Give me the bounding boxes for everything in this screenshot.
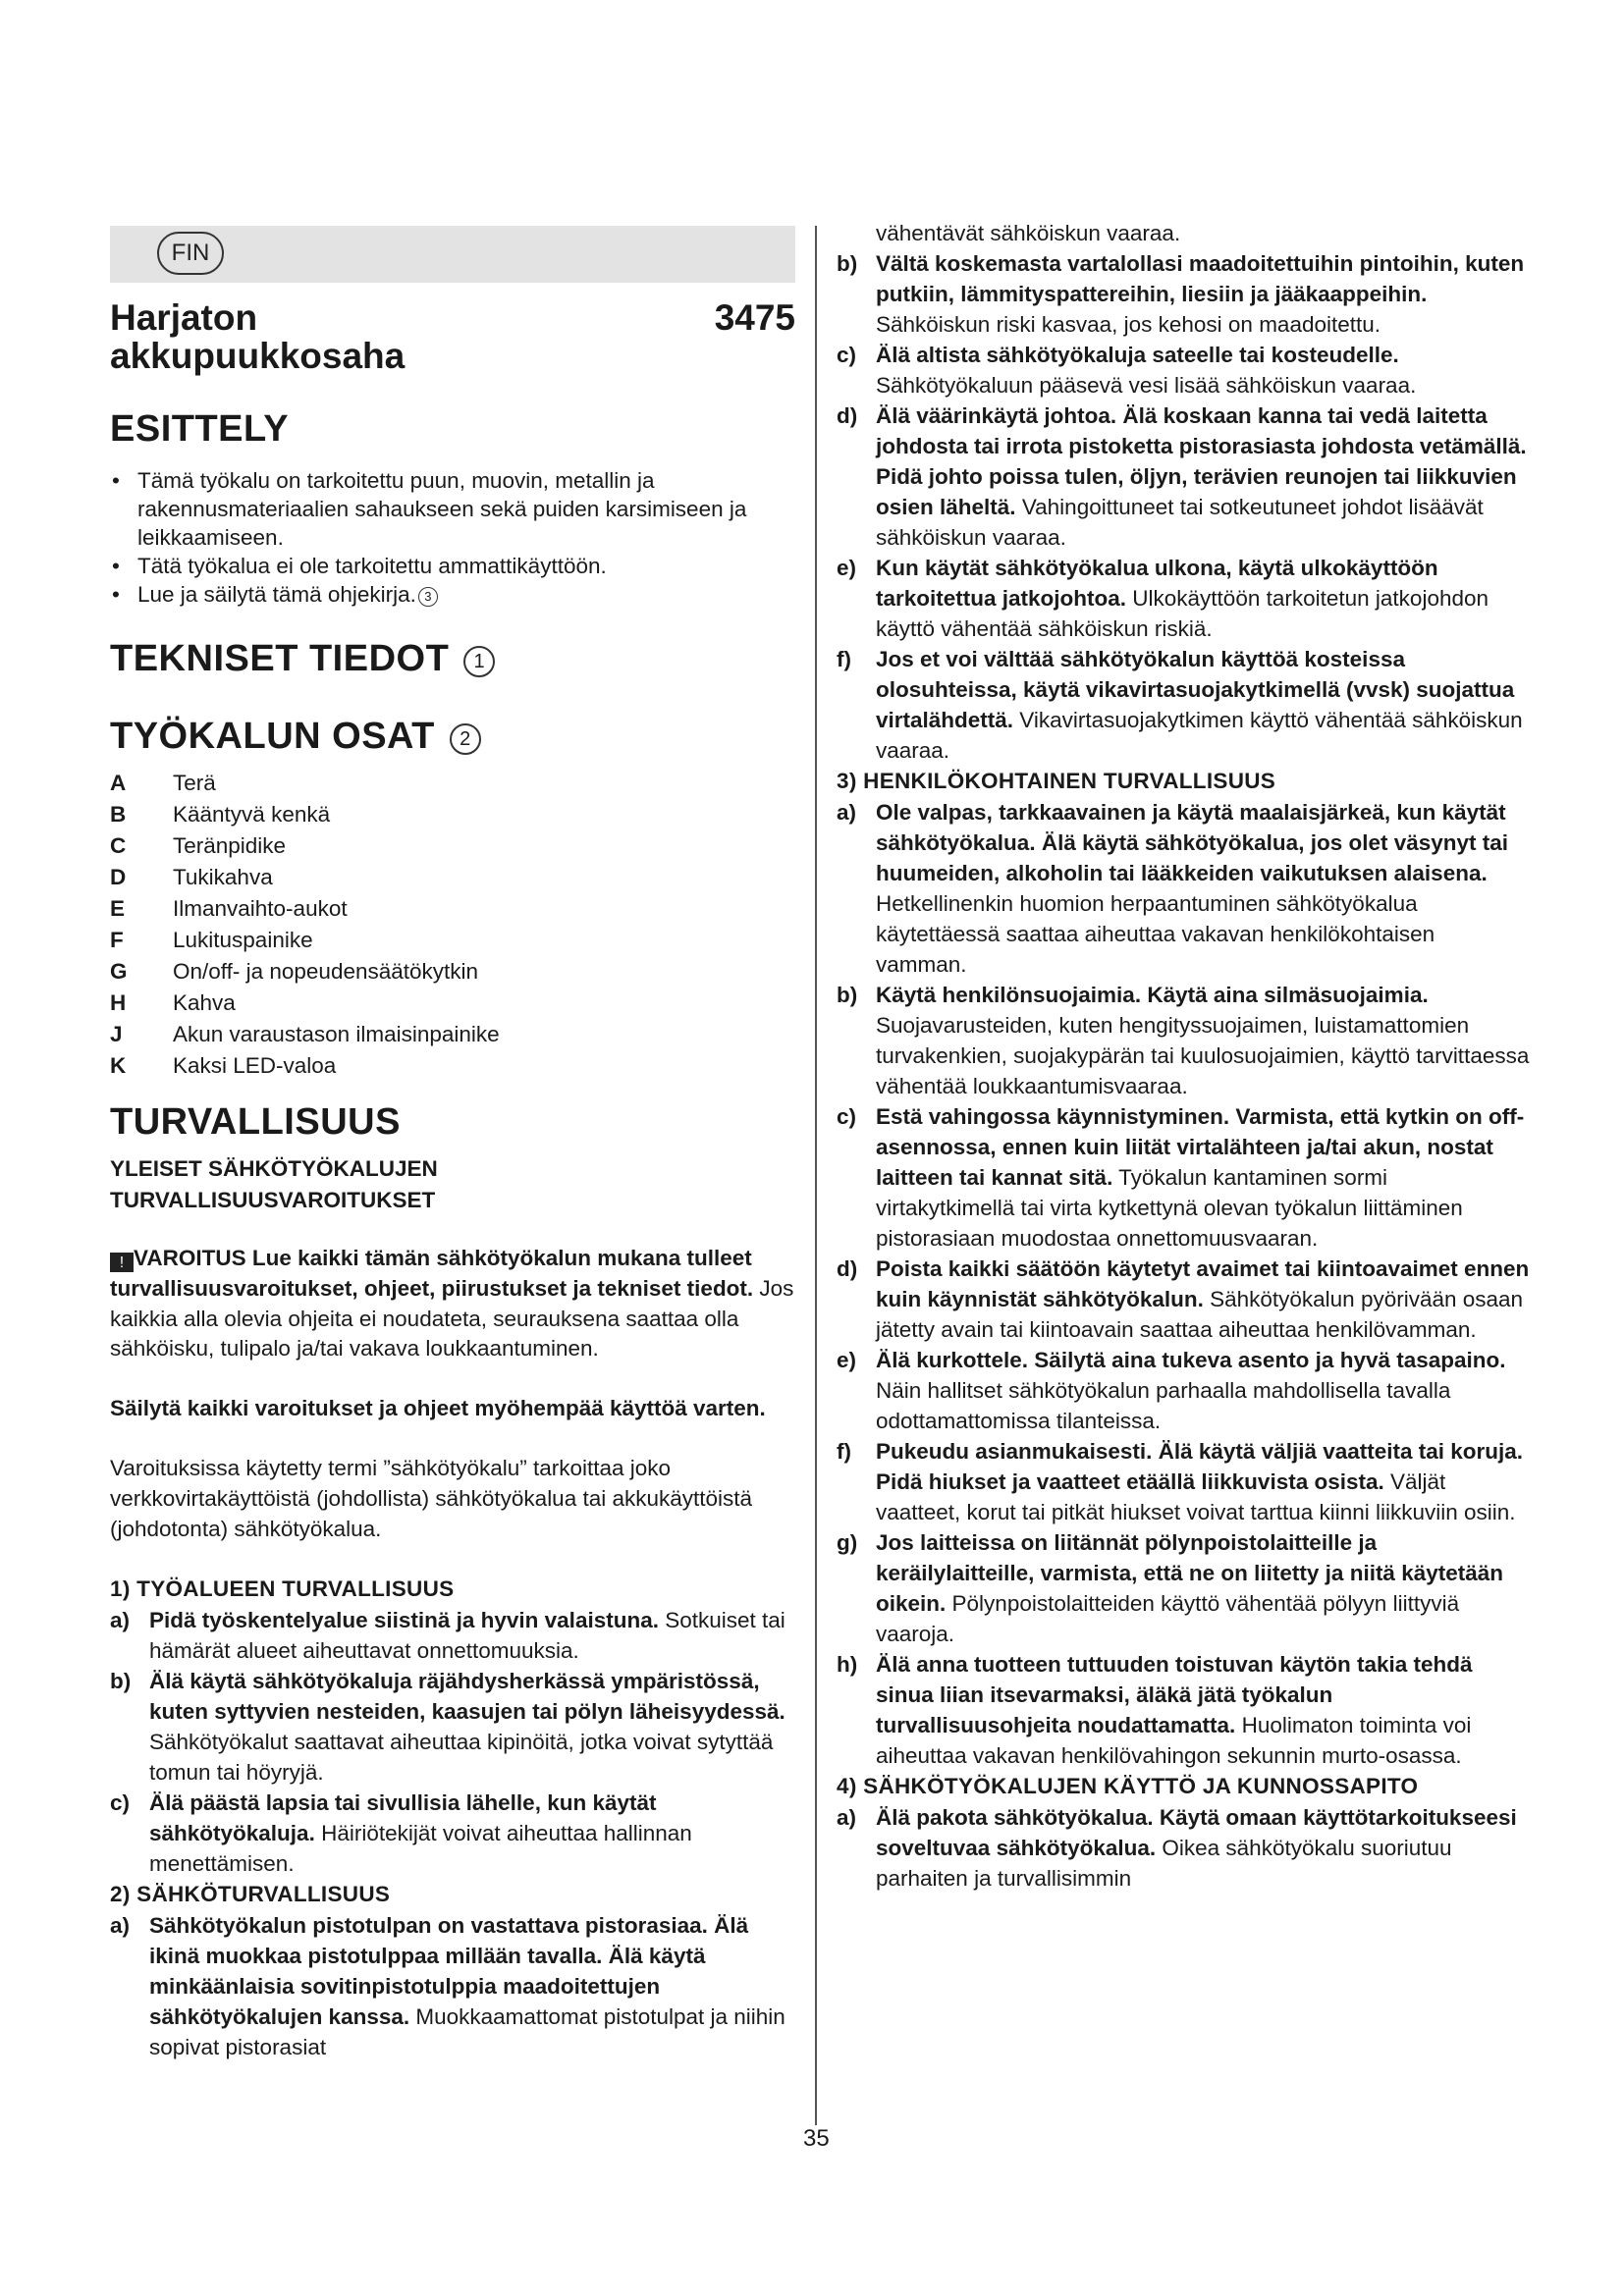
section-1-heading: 1) TYÖALUEEN TURVALLISUUS [110,1576,455,1602]
list-item: b) Käytä henkilönsuojaimia. Käytä aina silmäsuojaimia. Suojavarusteiden, kuten hengityssuojaimen, luistamattomien turvakenkien, suojakypärän tai kuulosuojaimien, käyttö tarvittaessa vähentää loukkaantumisvaaraa. [837,983,1530,1098]
left-column [110,226,795,2062]
list-item: a) Sähkötyökalun pistotulpan on vastattava pistorasiaa. Älä ikinä muokkaa pistotulppaa millään tavalla. Älä käytä minkäänlaisia sovitinpistotulppia maadoitettujen sähkötyökalujen kanssa. Muokkaamattomat pistotulpat ja niihin sopivat pistorasiat [110,1913,785,2060]
parts-list [110,768,795,1082]
list-item: A Terä [110,771,216,795]
list-item: c) Älä altista sähkötyökaluja sateelle tai kosteudelle. Sähkötyökaluun pääsevä vesi lisää sähköiskun vaaraa. [837,343,1417,398]
section-3-heading: 3) HENKILÖKOHTAINEN TURVALLISUUS [837,769,1276,793]
section-2-left [110,1879,795,2062]
list-item: G On/off- ja nopeudensäätökytkin [110,959,479,984]
list-item: c) Älä päästä lapsia tai sivullisia lähelle, kun käytät sähkötyökaluja. Häiriötekijät voivat aiheuttaa hallinnan menettämisen. [110,1790,692,1877]
list-item: E Ilmanvaihto-aukot [110,896,348,921]
list-item: a) Ole valpas, tarkkaavainen ja käytä maalaisjärkeä, kun käytät sähkötyökalua. Älä käytä sähkötyökalua, jos olet väsynyt tai huumeiden, alkoholin tai lääkkeiden vaikutuksen alaisena. Hetkellinenkin huomion herpaantuminen sähkötyökalua käytettäessä saattaa aiheuttaa vakavan henkilökohtaisen vamman. [837,800,1509,977]
list-item: c) Estä vahingossa käynnistyminen. Varmista, että kytkin on off-asennossa, ennen kuin liität virtalähteen ja/tai akun, nostat laitteen tai kannat sitä. Työkalun kantaminen sormi virtakytkimellä tai virta kytkettynä olevan työkalun liittäminen pistorasiaan muodostaa onnettomuusvaaran. [837,1104,1525,1251]
section-2-heading: 2) SÄHKÖTURVALLISUUS [110,1882,391,1907]
tech-heading: TEKNISET TIEDOT 1 [110,638,795,680]
safety-subheading-1: YLEISET SÄHKÖTYÖKALUJEN [110,1156,438,1181]
list-item: D Tukikahva [110,865,273,889]
intro-bullet-2: • Tätä työkalua ei ole tarkoitettu ammattikäyttöön. [110,552,795,580]
keep-instructions: Säilytä kaikki varoitukset ja ohjeet myöhempää käyttöä varten. [110,1396,766,1421]
parts-heading: TYÖKALUN OSAT 2 [110,716,795,758]
list-item: a) Pidä työskentelyalue siistinä ja hyvin valaistuna. Sotkuiset tai hämärät alueet aiheuttavat onnettomuuksia. [110,1608,785,1664]
list-item: F Lukituspainike [110,928,313,952]
warning-paragraph: ! VAROITUS Lue kaikki tämän sähkötyökalun mukana tulleet turvallisuusvaroitukset, ohjeet, piirustukset ja tekniset tiedot. Jos kaikkia alla olevia ohjeita ei noudateta, seurauksena saattaa olla sähköisku, tulipalo ja/tai vakava loukkaantuminen. [110,1246,794,1362]
list-item: C Teränpidike [110,833,287,858]
product-header [110,298,795,375]
list-item: J Akun varaustason ilmaisinpainike [110,1022,500,1046]
safety-heading: TURVALLISUUS [110,1101,401,1143]
language-badge: FIN [157,232,224,275]
list-item: B Kääntyvä kenkä [110,802,331,827]
list-item: a) Älä pakota sähkötyökalua. Käytä omaan käyttötarkoitukseesi soveltuvaa sähkötyökalua. Oikea sähkötyökalu suoriutuu parhaiten ja turvallisimmin [837,1805,1517,1891]
column-divider [815,226,817,2125]
right-column [837,218,1530,1894]
list-item: g) Jos laitteissa on liitännät pölynpoistolaitteille ja keräilylaitteille, varmista, että ne on liitetty ja niitä käytetään oikein. Pölynpoistolaitteiden käyttö vähentää pölyyn liittyviä vaaroja. [837,1530,1504,1646]
list-item: e) Kun käytät sähkötyökalua ulkona, käytä ulkokäyttöön tarkoitettua jatkojohtoa. Ulkokäyttöön tarkoitetun jatkojohdon käyttö vähentää sähköiskun riskiä. [837,556,1489,641]
list-item: d) Poista kaikki säätöön käytetyt avaimet tai kiintoavaimet ennen kuin käynnistät sähkötyökalun. Sähkötyökalun pyörivään osaan jätetty avain tai kiintoavain saattaa aiheuttaa henkilövamman. [837,1256,1530,1342]
section-4-heading: 4) SÄHKÖTYÖKALUJEN KÄYTTÖ JA KUNNOSSAPITO [837,1774,1419,1798]
continued-text: vähentävät sähköiskun vaaraa. [876,221,1181,245]
page-number: 35 [803,2125,830,2152]
warning-icon: ! [110,1253,134,1272]
intro-bullets [110,466,795,609]
list-item: h) Älä anna tuotteen tuttuuden toistuvan käytön takia tehdä sinua liian itsevarmaksi, äläkä jätä työkalun turvallisuusohjeita noudattamatta. Huolimaton toiminta voi aiheuttaa vakavan henkilövahingon sekunnin murto-osassa. [837,1652,1473,1768]
term-definition: Varoituksissa käytetty termi ”sähkötyökalu” tarkoittaa joko verkkovirtakäyttöistä (johdollista) sähkötyökalua tai akkukäyttöistä (johdotonta) sähkötyökalua. [110,1455,753,1541]
language-bar [110,226,795,283]
figure-ref-badge: 3 [418,587,438,607]
figure-ref-badge: 1 [463,646,495,677]
list-item: H Kahva [110,990,236,1015]
product-code: 3475 [714,297,795,338]
list-item: b) Älä käytä sähkötyökaluja räjähdysherkässä ympäristössä, kuten syttyvien nesteiden, kaasujen tai pölyn läheisyydessä. Sähkötyökalut saattavat aiheuttaa kipinöitä, jotka voivat sytyttää tomun tai höyryjä. [110,1669,785,1786]
product-title-line1: Harjaton [110,297,258,338]
list-item: b) Vältä koskemasta vartalollasi maadoitettuihin pintoihin, kuten putkiin, lämmityspattereihin, liesiin ja jääkaappeihin. Sähköiskun riski kasvaa, jos kehosi on maadoitettu. [837,251,1525,337]
list-item: d) Älä väärinkäytä johtoa. Älä koskaan kanna tai vedä laitetta johdosta tai irrota pistoketta pistorasiasta johdosta vetämällä. Pidä johto poissa tulen, öljyn, terävien reunojen tai liikkuvien osien läheltä. Vahingoittuneet tai sotkeutuneet johdot lisäävät sähköiskun vaaraa. [837,403,1527,550]
intro-bullet-1: • Tämä työkalu on tarkoitettu puun, muovin, metallin ja rakennusmateriaalien sahaukseen sekä puiden karsimiseen ja leikkaamiseen. [110,466,795,552]
intro-bullet-3: • Lue ja säilytä tämä ohjekirja. 3 [110,580,795,609]
list-item: K Kaksi LED-valoa [110,1053,337,1078]
product-title-line2: akkupuukkosaha [110,336,406,376]
list-item: f) Jos et voi välttää sähkötyökalun käyttöä kosteissa olosuhteissa, käytä vikavirtasuojakytkimellä (vvsk) suojattua virtalähdettä. Vikavirtasuojakytkimen käyttö vähentää sähköiskun vaaraa. [837,647,1523,763]
list-item: f) Pukeudu asianmukaisesti. Älä käytä väljiä vaatteita tai koruja. Pidä hiukset ja vaatteet etäällä liikkuvista osista. Väljät vaatteet, korut tai pitkät hiukset voivat tarttua kiinni liikkuviin osiin. [837,1439,1524,1524]
figure-ref-badge: 2 [450,723,481,755]
section-1 [110,1574,795,1879]
list-item: e) Älä kurkottele. Säilytä aina tukeva asento ja hyvä tasapaino. Näin hallitset sähkötyökalun parhaalla mahdollisella tavalla odottamattomissa tilanteissa. [837,1348,1506,1433]
intro-heading: ESITTELY [110,408,290,450]
safety-subheading-2: TURVALLISUUSVAROITUKSET [110,1188,436,1212]
